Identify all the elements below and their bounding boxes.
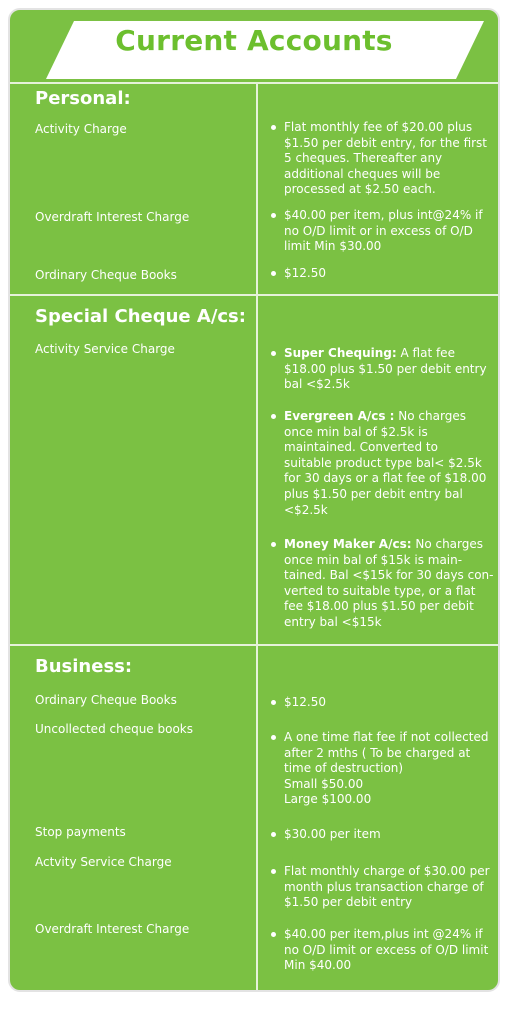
charge-item: $40.00 per item,plus int @24% if no O/D limit or excess of O/D limit Min $40.00: [270, 927, 482, 974]
section-heading-personal: Personal:: [35, 88, 131, 109]
row-label: Uncollected cheque books: [35, 722, 194, 736]
row-label: Ordinary Cheque Books: [35, 268, 177, 282]
current-accounts-card: [8, 8, 500, 992]
charge-item: $40.00 per item, plus int@24% if no O/D limit or in excess of O/D limit Min $30.00: [270, 208, 482, 255]
section-heading-business: Business:: [35, 656, 133, 677]
row-label: Activity Service Charge: [35, 342, 175, 356]
row-label: Stop payments: [35, 825, 126, 839]
divider: [10, 82, 498, 84]
row-label: Activity Charge: [35, 122, 127, 136]
charge-item: $12.50: [270, 266, 482, 282]
charge-item: $12.50: [270, 695, 482, 711]
divider: [10, 644, 498, 646]
column-divider: [256, 82, 258, 990]
charge-item: $30.00 per item: [270, 827, 482, 843]
row-label: Ordinary Cheque Books: [35, 693, 177, 707]
charge-item: A one time flat fee if not collected after 2 mths ( To be charged at time of destruction) Small $50.00 Large $100.00: [270, 730, 482, 808]
charge-item-money-maker: Money Maker A/cs: No charges once min bal of $15k is main- tained. Bal <$15k for 30 days con- verted to suitable type, or a flat fee $18.00 plus $1.50 per debit entry bal <$15k: [270, 537, 482, 631]
row-label: Overdraft Interest Charge: [35, 210, 190, 224]
charge-item-evergreen: Evergreen A/cs : No charges once min bal of $2.5k is maintained. Converted to suitable product type bal< $2.5k for 30 days or a flat fee of $18.00 plus $1.50 per debit entry bal <$2.5k: [270, 409, 482, 518]
section-heading-special: Special Cheque A/cs:: [35, 306, 246, 327]
charge-item: Flat monthly fee of $20.00 plus $1.50 per debit entry, for the first 5 cheques. Thereafter any additional cheques will be processed at $2.50 each.: [270, 120, 482, 198]
charge-item: Flat monthly charge of $30.00 per month plus transaction charge of $1.50 per debit entry: [270, 864, 482, 911]
page-title: Current Accounts: [115, 24, 393, 57]
row-label: Actvity Service Charge: [35, 855, 172, 869]
charge-item-super-chequing: Super Chequing: A flat fee $18.00 plus $1.50 per debit entry bal <$2.5k: [270, 346, 482, 393]
divider: [10, 294, 498, 296]
row-label: Overdraft Interest Charge: [35, 922, 190, 936]
